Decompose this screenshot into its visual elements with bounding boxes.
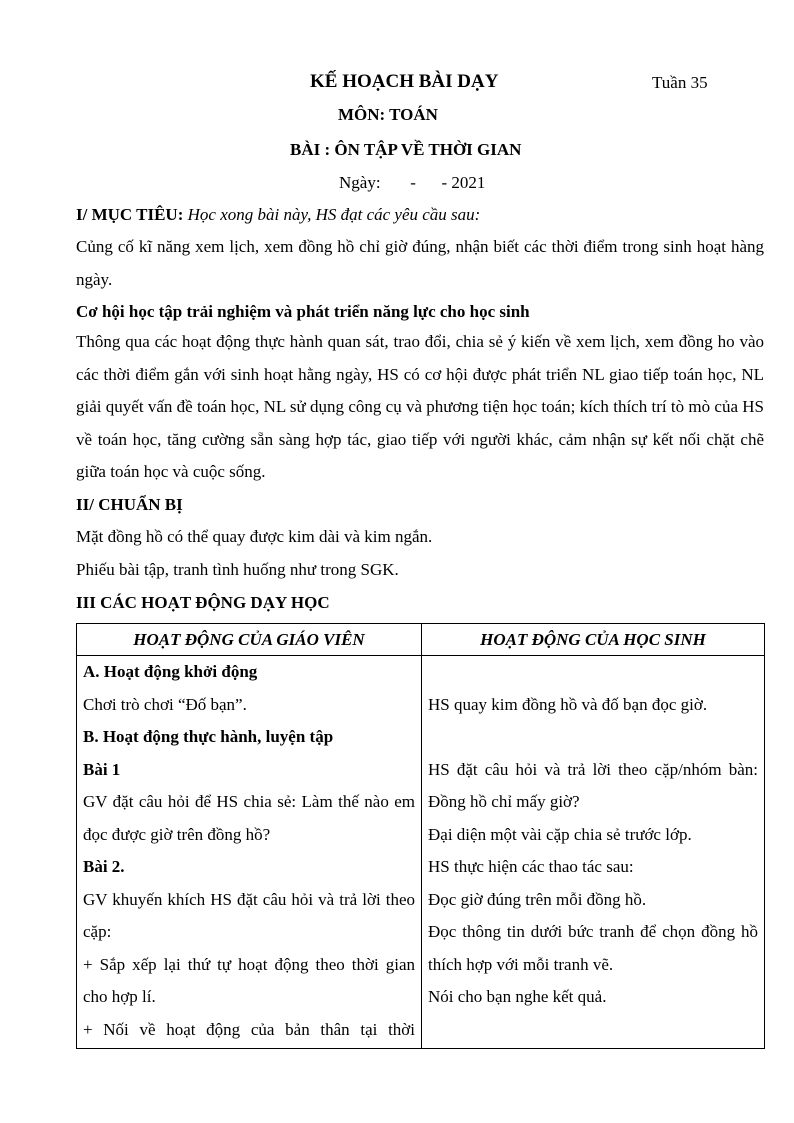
- preparation-item-2: Phiếu bài tập, tranh tình huống như trong SGK.: [76, 560, 399, 579]
- teacher-activities-cell: [77, 656, 422, 1049]
- warmup-text: Chơi trò chơi “Đố bạn”.: [83, 694, 247, 714]
- exercise-2-teacher-item-1: + Sắp xếp lại thứ tự hoạt động theo thời gian cho hợp lí.: [83, 954, 415, 1006]
- activities-table: [76, 623, 765, 1049]
- exercise-2-student-item-1: Đọc giờ đúng trên mỗi đồng hồ.: [428, 889, 647, 909]
- warmup-heading: A. Hoạt động khởi động: [83, 662, 258, 681]
- warmup-student-text: HS quay kim đồng hồ và đố bạn đọc giờ.: [428, 694, 708, 714]
- table-header-row: [77, 624, 765, 656]
- lesson-title: BÀI : ÔN TẬP VỀ THỜI GIAN: [290, 140, 522, 159]
- exercise-1-teacher-text: GV đặt câu hỏi để HS chia sẻ: Làm thế nào em đọc được giờ trên đồng hồ?: [83, 792, 415, 844]
- opportunity-heading: Cơ hội học tập trải nghiệm và phát triển năng lực cho học sinh: [76, 302, 530, 321]
- exercise-1-heading: Bài 1: [83, 759, 121, 779]
- date-line: Ngày: - - 2021: [339, 173, 486, 192]
- objectives-content: Củng cố kĩ năng xem lịch, xem đồng hồ chỉ giờ đúng, nhận biết các thời điểm trong sinh hoạt hàng ngày.: [76, 237, 764, 289]
- exercise-1-student-share: Đại diện một vài cặp chia sẻ trước lớp.: [428, 824, 692, 844]
- student-activities-cell: [422, 656, 765, 1049]
- exercise-2-student-intro: HS thực hiện các thao tác sau:: [428, 857, 634, 876]
- exercise-2-teacher-text: GV khuyến khích HS đặt câu hỏi và trả lời theo cặp:: [83, 889, 415, 941]
- objectives-heading: I/ MỤC TIÊU:: [76, 205, 184, 224]
- student-column-header: HOẠT ĐỘNG CỦA HỌC SINH: [422, 624, 765, 656]
- exercise-2-student-item-2: Đọc thông tin dưới bức tranh để chọn đồng hồ thích hợp với mỗi tranh vẽ.: [428, 922, 758, 974]
- subject-label: MÔN: TOÁN: [338, 105, 438, 124]
- objectives-intro: Học xong bài này, HS đạt các yêu cầu sau:: [187, 205, 481, 224]
- objectives-heading-line: [76, 204, 480, 226]
- practice-heading: B. Hoạt động thực hành, luyện tập: [83, 727, 334, 746]
- exercise-2-teacher-item-2: + Nối về hoạt động của bản thân tại thời: [83, 1019, 415, 1039]
- teacher-column-header: HOẠT ĐỘNG CỦA GIÁO VIÊN: [77, 624, 422, 656]
- week-label: Tuần 35: [652, 73, 708, 92]
- exercise-1-student-text: HS đặt câu hỏi và trả lời theo cặp/nhóm bàn: Đồng hồ chỉ mấy giờ?: [428, 759, 758, 811]
- preparation-item-1: Mặt đồng hồ có thể quay được kim dài và kim ngắn.: [76, 527, 433, 546]
- document-title: KẾ HOẠCH BÀI DẠY: [310, 71, 499, 92]
- exercise-2-student-item-3: Nói cho bạn nghe kết quả.: [428, 987, 607, 1006]
- table-body-row: [77, 656, 765, 1049]
- spacer: [428, 656, 758, 689]
- opportunity-text: Thông qua các hoạt động thực hành quan sát, trao đổi, chia sẻ ý kiến về xem lịch, xem đồng ho vào các thời điểm gắn với sinh hoạt hằng ngày, HS có cơ hội được phát triển NL giao tiếp toán học, NL giải quyết vấn đề toán học, NL sử dụng công cụ và phương tiện học toán; kích thích trí tò mò của HS về toán học, tăng cường sẵn sàng hợp tác, giao tiếp với người khác, cảm nhận sự kết nối chặt chẽ giữa toán học và cuộc sống.: [76, 332, 764, 481]
- spacer: [428, 721, 758, 754]
- activities-heading: III CÁC HOẠT ĐỘNG DẠY HỌC: [76, 593, 330, 612]
- preparation-heading: II/ CHUẨN BỊ: [76, 495, 183, 514]
- exercise-2-heading: Bài 2.: [83, 857, 125, 876]
